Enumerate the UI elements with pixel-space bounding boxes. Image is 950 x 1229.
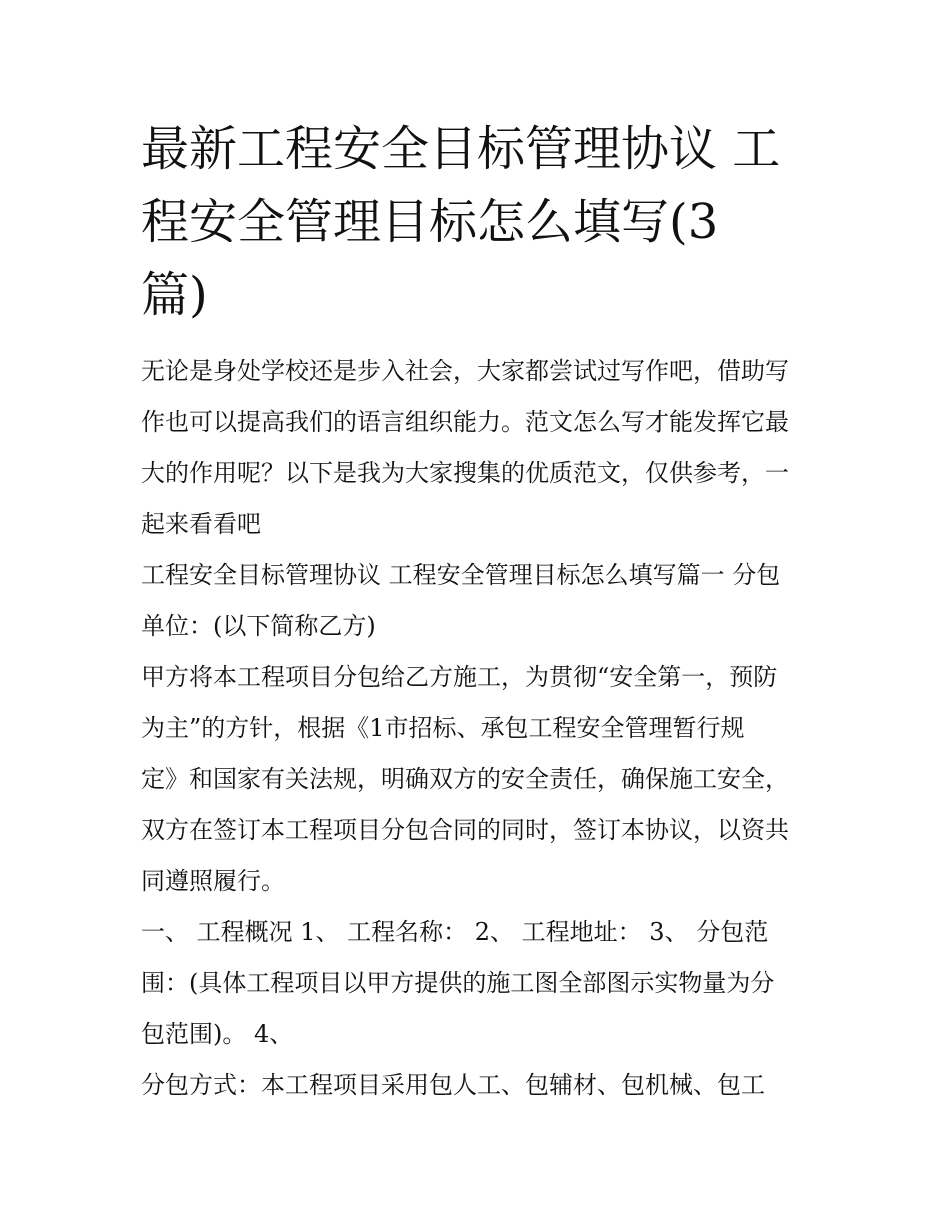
project-overview-paragraph [141,907,815,1060]
title-line-1: 最新工程安全目标管理协议 工 [141,121,781,177]
intro-line-1: 无论是身处学校还是步入社会，大家都尝试过写作吧，借助写 [141,357,789,385]
agreement-line-3: 定》和国家有关法规，明确双方的安全责任，确保施工安全， [141,765,789,793]
project-overview-line-3: 包范围)。 4、 [141,1020,294,1048]
agreement-line-5: 同遵照履行。 [141,867,285,895]
project-overview-line-1: 一、 工程概况 1、 工程名称： 2、 工程地址： 3、 分包范 [141,918,769,946]
section-heading-line-2: 单位：(以下简称乙方) [141,612,376,640]
intro-line-2: 作也可以提高我们的语言组织能力。范文怎么写才能发挥它最 [141,408,789,436]
agreement-line-4: 双方在签订本工程项目分包合同的同时，签订本协议，以资共 [141,816,789,844]
intro-paragraph [141,346,815,550]
document-body [141,346,815,1111]
subcontract-method-line-1: 分包方式：本工程项目采用包人工、包辅材、包机械、包工 [141,1071,765,1099]
agreement-line-2: 为主”的方针，根据《1市招标、承包工程安全管理暂行规 [141,714,745,742]
project-overview-line-2: 围：(具体工程项目以甲方提供的施工图全部图示实物量为分 [141,969,775,997]
agreement-paragraph [141,652,815,907]
intro-line-3: 大的作用呢？以下是我为大家搜集的优质范文，仅供参考，一 [141,459,789,487]
agreement-line-1: 甲方将本工程项目分包给乙方施工，为贯彻“安全第一，预防 [141,663,778,691]
section-heading-paragraph [141,550,815,652]
intro-line-4: 起来看看吧 [141,510,261,538]
document-content [141,113,815,1111]
section-heading-line-1: 工程安全目标管理协议 工程安全管理目标怎么填写篇一 分包 [141,561,781,589]
title-line-2 [141,186,815,259]
document-title [141,113,815,332]
subcontract-method-paragraph [141,1060,815,1111]
title-line-2-text: 程安全管理目标怎么填写(3 [141,194,719,250]
title-line-3: 篇) [141,267,208,323]
